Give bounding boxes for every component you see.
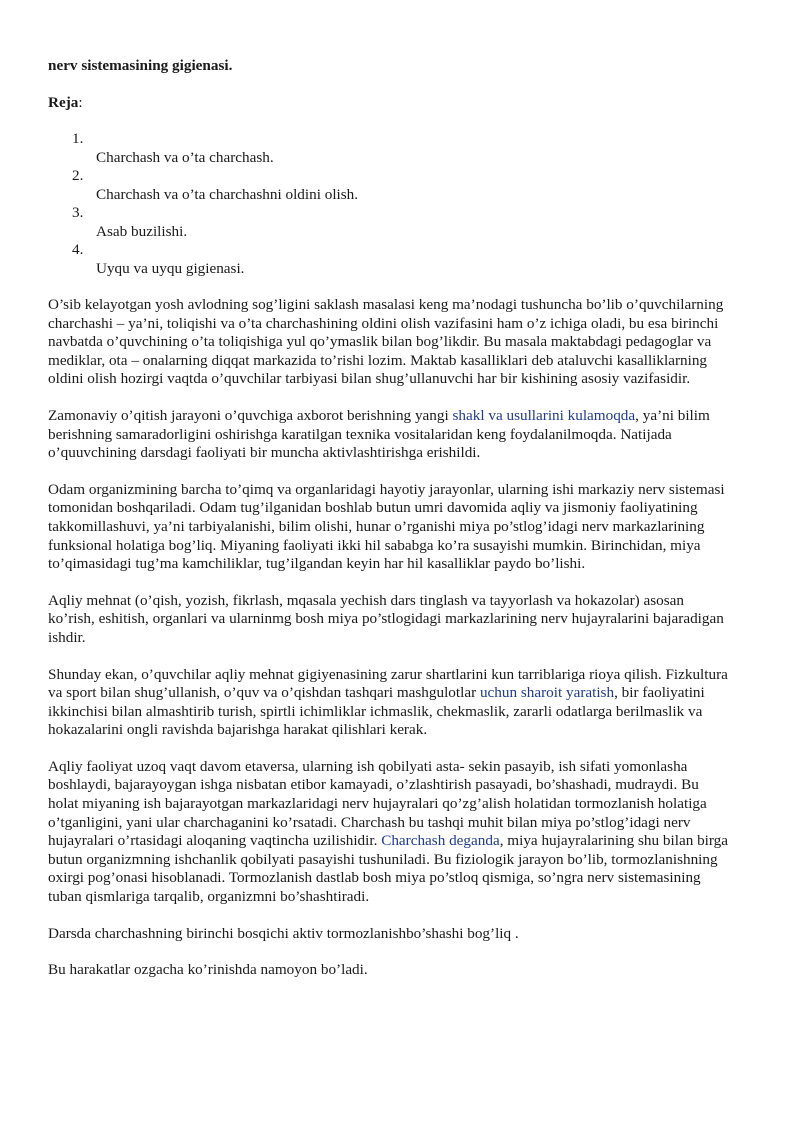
- plan-heading: [48, 93, 728, 112]
- plan-item: [48, 241, 728, 278]
- paragraph-6-text-b: , miya hujayralarining shu bilan birga butun organizmning ishchanlik qobilyati pasayishi tushuniladi. Bu fiziologik jarayon bo’lib, tormozlanishning oxirgi pog’onasi hisoblanadi. Tormozlanish dastlab bosh miya po’stloq qismiga, so’ngra nerv sistemasining tuban qismlariga tarqalib, organizmni bo’shashtiradi.: [48, 832, 729, 906]
- paragraph-8: Bu harakatlar ozgacha ko’rinishda namoyon bo’ladi.: [48, 961, 368, 979]
- plan-item-number: 4.: [72, 241, 84, 258]
- paragraph-7: Darsda charchashning birinchi bosqichi aktiv tormozlanishbo’shashi bog’liq .: [48, 924, 519, 942]
- document-page: [48, 56, 728, 998]
- paragraph-6-link[interactable]: Charchash deganda: [381, 832, 500, 850]
- plan-item-text: Charchash va o’ta charchashni oldini olish.: [96, 185, 359, 203]
- paragraph-3: Odam organizmining barcha to’qimq va organlaridagi hayotiy jarayonlar, ularning ishi markaziy nerv sistemasi tomonidan boshqariladi. Odam tug’ilganidan boshlab butun umri davomida aqliy va jismoniy faoliyatining takkomillashuvi, ya’ni tarbiyalanishi, bilim olishi, hunar o’rganishi miya po’stlog’idagi nerv markazlarining funksional holatiga bog’liq. Miyaning faoliyati ikki hil sababga ko’ra susayishi mumkin. Birinchidan, miya to’qimasidagi tug’ma kamchiliklar, tug’ilgandan keyin har hil kasalliklar paydo bo’lishi.: [48, 480, 725, 573]
- plan-item-text: Uyqu va uyqu gigienasi.: [96, 259, 245, 277]
- plan-item-text: Asab buzilishi.: [96, 222, 188, 240]
- plan-item-text: Charchash va o’ta charchash.: [96, 148, 274, 166]
- paragraph-2-text-b: , ya’ni bilim berishning samaradorligini oshirishga karatilgan texnika vositalaridan keng foydalanilmoqda. Natijada o’quuvchining darsdagi faoliyati bir muncha aktivlashtirishga erishildi.: [48, 406, 710, 462]
- paragraph-6: [48, 758, 728, 907]
- paragraph-2: [48, 407, 728, 463]
- plan-heading-label: Reja: [48, 94, 79, 111]
- paragraph-6-text-a: Aqliy faoliyat uzoq vaqt davom etaversa, ularning ish qobilyati asta- sekin pasayib, ish sifati yomonlasha boshlaydi, bajarayoygan ishga nisbatan etibor kamayadi, o’zlashtirish pasayadi, bo’shashadi, mudraydi. Bu holat miyaning ish bajarayotgan markazlaridagi nerv hujayralari qo’zg’alish holatidan tormozlanish holatiga o’tganligini, yani ular charchaganini ko’rsatadi. Charchash bu tashqi muhit bilan miya po’stlog’idagi nerv hujayralari o’rtasidagi aloqaning vaqtincha uzilishidir.: [48, 757, 707, 850]
- paragraph-1: O’sib kelayotgan yosh avlodning sog’ligini saklash masalasi keng ma’nodagi tushuncha bo’lib o’quvchilarning charchashi – ya’ni, toliqishi va o’ta charchashining oldini olish vazifasini ham o’z ichiga oladi, bu esa birinchi navbatda o’quvchining o’ta toliqishiga yul qo’ymaslik bilan bog’likdir. Bu masala maktabdagi pedagoglar va mediklar, ota – onalarning diqqat markazida to’rishi lozim. Maktab kasalliklari deb ataluvchi kasalliklarning oldini olish hozirgi vaqtda o’quvchilar tarbiyasi bilan shug’ullanuvchi har bir kishining asosiy vazifasidir.: [48, 296, 724, 388]
- plan-item: [48, 167, 728, 204]
- plan-heading-colon: :: [78, 94, 83, 111]
- plan-list: [48, 130, 728, 278]
- plan-item-number: 3.: [72, 204, 84, 221]
- plan-item: [48, 130, 728, 167]
- paragraph-4: Aqliy mehnat (o’qish, yozish, fikrlash, mqasala yechish dars tinglash va tayyorlash va hokazolar) asosan ko’rish, eshitish, organlari va ularninmg bosh miya po’stlogidagi markazlarining nerv hujayralarini bajaradigan ishdir.: [48, 591, 724, 646]
- plan-item-number: 2.: [72, 167, 84, 184]
- paragraph-5-text-b: , bir faoliyatini ikkinchisi bilan almashtirib turish, spirtli ichimliklar ichmaslik, chekmaslik, zararli odatlarga berilmaslik va hokazalarini ongli ravishda bajarishga harakat qilishlari kerak.: [48, 684, 705, 739]
- plan-item-number: 1.: [72, 130, 84, 147]
- plan-item: [48, 204, 728, 241]
- paragraph-5-link[interactable]: uchun sharoit yaratish: [479, 684, 615, 702]
- document-title: nerv sistemasining gigienasi.: [48, 57, 233, 74]
- paragraph-2-text-a: Zamonaviy o’qitish jarayoni o’quvchiga axborot berishning yangi: [48, 406, 453, 424]
- paragraph-2-link[interactable]: shakl va usullarini kulamoqda: [452, 406, 636, 424]
- paragraph-5-text-a: Shunday ekan, o’quvchilar aqliy mehnat gigiyenasining zarur shartlarini kun tarriblariga rioya qilish. Fizkultura va sport bilan shug’ullanish, o’quv va o’qishdan tashqari mashgulotlar: [48, 665, 728, 702]
- paragraph-5: [48, 666, 728, 740]
